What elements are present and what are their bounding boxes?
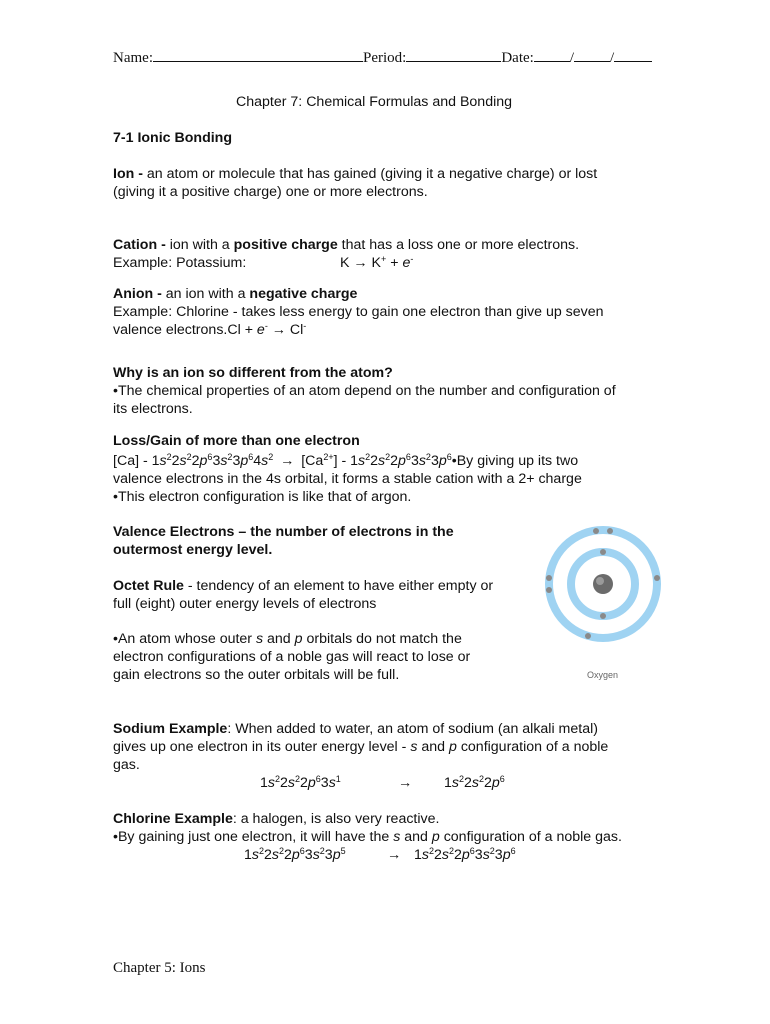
- valence-heading-line2: outermost energy level.: [113, 542, 273, 558]
- page-footer: Chapter 5: Ions: [113, 960, 206, 976]
- loss-gain-heading: Loss/Gain of more than one electron: [113, 433, 360, 449]
- electron-outer-bottom: [585, 633, 591, 639]
- octet-line1: Octet Rule - tendency of an element to have either empty or: [113, 578, 494, 594]
- name-label: Name:: [113, 50, 153, 66]
- electron-outer-top-left: [593, 528, 599, 534]
- cation-definition: Cation - ion with a positive charge that has a loss one or more electrons.: [113, 237, 580, 253]
- octet-line3: •An atom whose outer s and p orbitals do not match the: [113, 631, 462, 647]
- sodium-config: $1s^22s^22p^63s^1$: [260, 774, 341, 791]
- loss-gain-line3: •This electron configuration is like that of argon.: [113, 489, 412, 505]
- loss-gain-config: $[Ca] - 1s^22s^22p^63s^23p^64s^2 \to [Ca^{2+}]$ - $1s^22s^22p^63s^23p^6•By$ giving up its two: [113, 452, 579, 469]
- octet-line2: full (eight) outer energy levels of electrons: [113, 596, 377, 612]
- chlorine-line2: •By gaining just one electron, it will have the s and p configuration of a noble gas.: [113, 829, 622, 845]
- loss-gain-line2: valence electrons in the 4s orbital, it forms a stable cation with a 2+ charge: [113, 471, 582, 487]
- why-line2: its electrons.: [113, 401, 193, 417]
- nucleus: [593, 574, 613, 594]
- sodium-line1: Sodium Example: When added to water, an atom of sodium (an alkali metal): [113, 721, 598, 737]
- oxygen-atom-diagram: [538, 522, 668, 652]
- ion-definition-line2: (giving it a positive charge) one or more electrons.: [113, 184, 428, 200]
- header-fields: [113, 47, 652, 67]
- octet-line5: gain electrons so the outer orbitals will be full.: [113, 667, 400, 683]
- sodium-arrow: →: [398, 775, 413, 791]
- octet-line4: electron configurations of a noble gas will react to lose or: [113, 649, 471, 665]
- nucleus-highlight: [596, 577, 604, 585]
- date-sep-1: /: [569, 50, 574, 66]
- sodium-config-result: $1s^22s^22p^6$: [444, 774, 505, 791]
- valence-heading-line1: Valence Electrons – the number of electrons in the: [113, 524, 454, 540]
- electron-outer-top-right: [607, 528, 613, 534]
- chlorine-config: $1s^22s^22p^63s^23p^5$: [244, 846, 346, 863]
- ion-definition-line1: Ion - an atom or molecule that has gained (giving it a negative charge) or lost: [113, 166, 598, 182]
- period-label: Period:: [362, 50, 407, 66]
- page-title: Chapter 7: Chemical Formulas and Bonding: [236, 94, 513, 110]
- ion-term: Ion -: [113, 166, 147, 182]
- chlorine-line1: Chlorine Example: a halogen, is also very reactive.: [113, 811, 440, 827]
- cation-equation: K → K+ + e-: [340, 254, 414, 271]
- sodium-line2: gives up one electron in its outer energy level - s and p configuration of a noble: [113, 739, 609, 755]
- why-heading: Why is an ion so different from the atom?: [113, 365, 393, 381]
- cation-example: Example: Potassium: K → K+ + e-: [113, 254, 414, 271]
- anion-example-line2: valence electrons.Cl + e- → Cl-: [113, 321, 307, 338]
- electron-inner-top: [600, 549, 606, 555]
- date-label: Date:: [501, 50, 534, 66]
- date-month-field[interactable]: [534, 47, 570, 62]
- chlorine-arrow: →: [387, 847, 402, 863]
- electron-inner-bottom: [600, 613, 606, 619]
- electron-outer-right: [654, 575, 660, 581]
- electron-outer-left-2: [546, 587, 552, 593]
- why-line1: •The chemical properties of an atom depend on the number and configuration of: [113, 383, 616, 399]
- diagram-caption: Oxygen: [587, 670, 619, 680]
- sodium-line3: gas.: [113, 757, 140, 773]
- date-year-field[interactable]: [614, 47, 652, 62]
- name-field[interactable]: [153, 47, 363, 62]
- section-heading: 7-1 Ionic Bonding: [113, 130, 233, 146]
- chlorine-config-result: $1s^22s^22p^63s^23p^6$: [414, 846, 516, 863]
- period-field[interactable]: [406, 47, 501, 62]
- date-day-field[interactable]: [574, 47, 610, 62]
- electron-outer-left-1: [546, 575, 552, 581]
- date-sep-2: /: [609, 50, 615, 66]
- anion-definition: Anion - an ion with a negative charge: [113, 286, 358, 302]
- anion-example-line1: Example: Chlorine - takes less energy to gain one electron than give up seven: [113, 304, 604, 320]
